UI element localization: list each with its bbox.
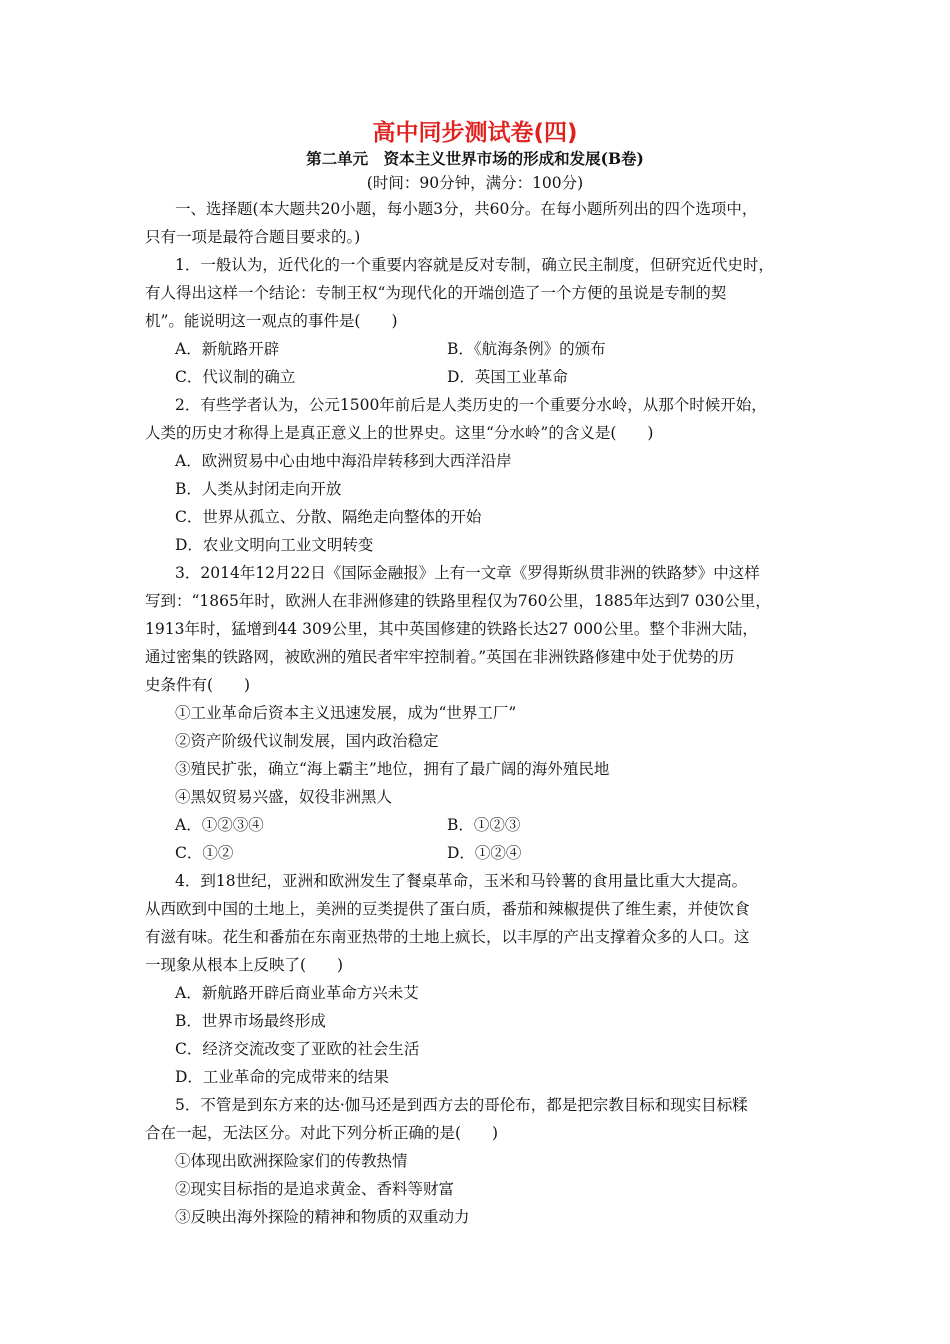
question-2-stem: 人类的历史才称得上是真正意义上的世界史。这里“分水岭”的含义是( ) — [145, 424, 654, 442]
section-heading-cont: 只有一项是最符合题目要求的。) — [145, 228, 361, 246]
question-3-item: ②资产阶级代议制发展，国内政治稳定 — [175, 732, 439, 750]
question-5-item: ①体现出欧洲探险家们的传教热情 — [175, 1152, 408, 1170]
question-3-item: ①工业革命后资本主义迅速发展，成为“世界工厂” — [175, 704, 517, 722]
question-2-option-c: C．世界从孤立、分散、隔绝走向整体的开始 — [175, 508, 482, 526]
question-3-item: ④黑奴贸易兴盛，奴役非洲黑人 — [175, 788, 393, 806]
question-3-stem: 写到：“1865年时，欧洲人在非洲修建的铁路里程仅为760公里，1885年达到7 030公里， — [145, 592, 771, 610]
question-2-option-a: A．欧洲贸易中心由地中海沿岸转移到大西洋沿岸 — [175, 452, 512, 470]
question-1-stem: 有人得出这样一个结论：专制王权“为现代化的开端创造了一个方便的虽说是专制的契 — [145, 284, 727, 302]
question-2-option-d: D．农业文明向工业文明转变 — [175, 536, 374, 554]
question-4-stem: 有滋有味。花生和番茄在东南亚热带的土地上疯长，以丰厚的产出支撑着众多的人口。这 — [145, 928, 750, 946]
question-3-stem: 3．2014年12月22日《国际金融报》上有一文章《罗得斯纵贯非洲的铁路梦》中这样 — [175, 564, 760, 582]
question-5-item: ③反映出海外探险的精神和物质的双重动力 — [175, 1208, 470, 1226]
question-5-item: ②现实目标指的是追求黄金、香料等财富 — [175, 1180, 455, 1198]
question-3-option-d: D．①②④ — [447, 844, 522, 862]
question-1-option-b: B．《航海条例》的颁布 — [447, 340, 606, 358]
question-2-stem: 2．有些学者认为，公元1500年前后是人类历史的一个重要分水岭，从那个时候开始， — [175, 396, 767, 414]
unit-subtitle: 第二单元 资本主义世界市场的形成和发展(B卷) — [306, 149, 644, 168]
section-heading: 一、选择题(本大题共20小题，每小题3分，共60分。在每小题所列出的四个选项中， — [175, 200, 758, 218]
question-4-option-c: C．经济交流改变了亚欧的社会生活 — [175, 1040, 420, 1058]
question-3-option-b: B．①②③ — [447, 816, 521, 834]
question-4-option-b: B．世界市场最终形成 — [175, 1012, 326, 1030]
question-3-stem: 1913年时，猛增到44 309公里，其中英国修建的铁路长达27 000公里。整个非洲大陆， — [145, 620, 758, 638]
question-5-stem: 5．不管是到东方来的达·伽马还是到西方去的哥伦布，都是把宗教目标和现实目标糅 — [175, 1096, 748, 1114]
question-3-stem: 通过密集的铁路网，被欧洲的殖民者牢牢控制着。”英国在非洲铁路修建中处于优势的历 — [145, 648, 735, 666]
question-5-stem: 合在一起，无法区分。对此下列分析正确的是( ) — [145, 1124, 499, 1142]
question-4-option-a: A．新航路开辟后商业革命方兴未艾 — [175, 984, 419, 1002]
question-3-option-a: A．①②③④ — [175, 816, 264, 834]
question-1-option-d: D．英国工业革命 — [447, 368, 568, 386]
question-3-option-c: C．①② — [175, 844, 234, 862]
page-title: 高中同步测试卷(四) — [372, 120, 578, 146]
question-1-stem: 机”。能说明这一观点的事件是( ) — [145, 312, 398, 330]
question-4-stem: 4．到18世纪，亚洲和欧洲发生了餐桌革命，玉米和马铃薯的食用量比重大大提高。 — [175, 872, 748, 890]
question-2-option-b: B．人类从封闭走向开放 — [175, 480, 342, 498]
question-1-option-a: A．新航路开辟 — [175, 340, 280, 358]
question-4-option-d: D．工业革命的完成带来的结果 — [175, 1068, 389, 1086]
question-1-option-c: C．代议制的确立 — [175, 368, 296, 386]
question-1-stem: 1．一般认为，近代化的一个重要内容就是反对专制，确立民主制度，但研究近代史时， — [175, 256, 774, 274]
question-3-item: ③殖民扩张，确立“海上霸主”地位，拥有了最广阔的海外殖民地 — [175, 760, 610, 778]
question-3-stem: 史条件有( ) — [145, 676, 251, 694]
question-4-stem: 一现象从根本上反映了( ) — [145, 956, 344, 974]
question-4-stem: 从西欧到中国的土地上，美洲的豆类提供了蛋白质，番茄和辣椒提供了维生素，并使饮食 — [145, 900, 750, 918]
time-info: (时间：90分钟，满分：100分) — [366, 174, 584, 192]
